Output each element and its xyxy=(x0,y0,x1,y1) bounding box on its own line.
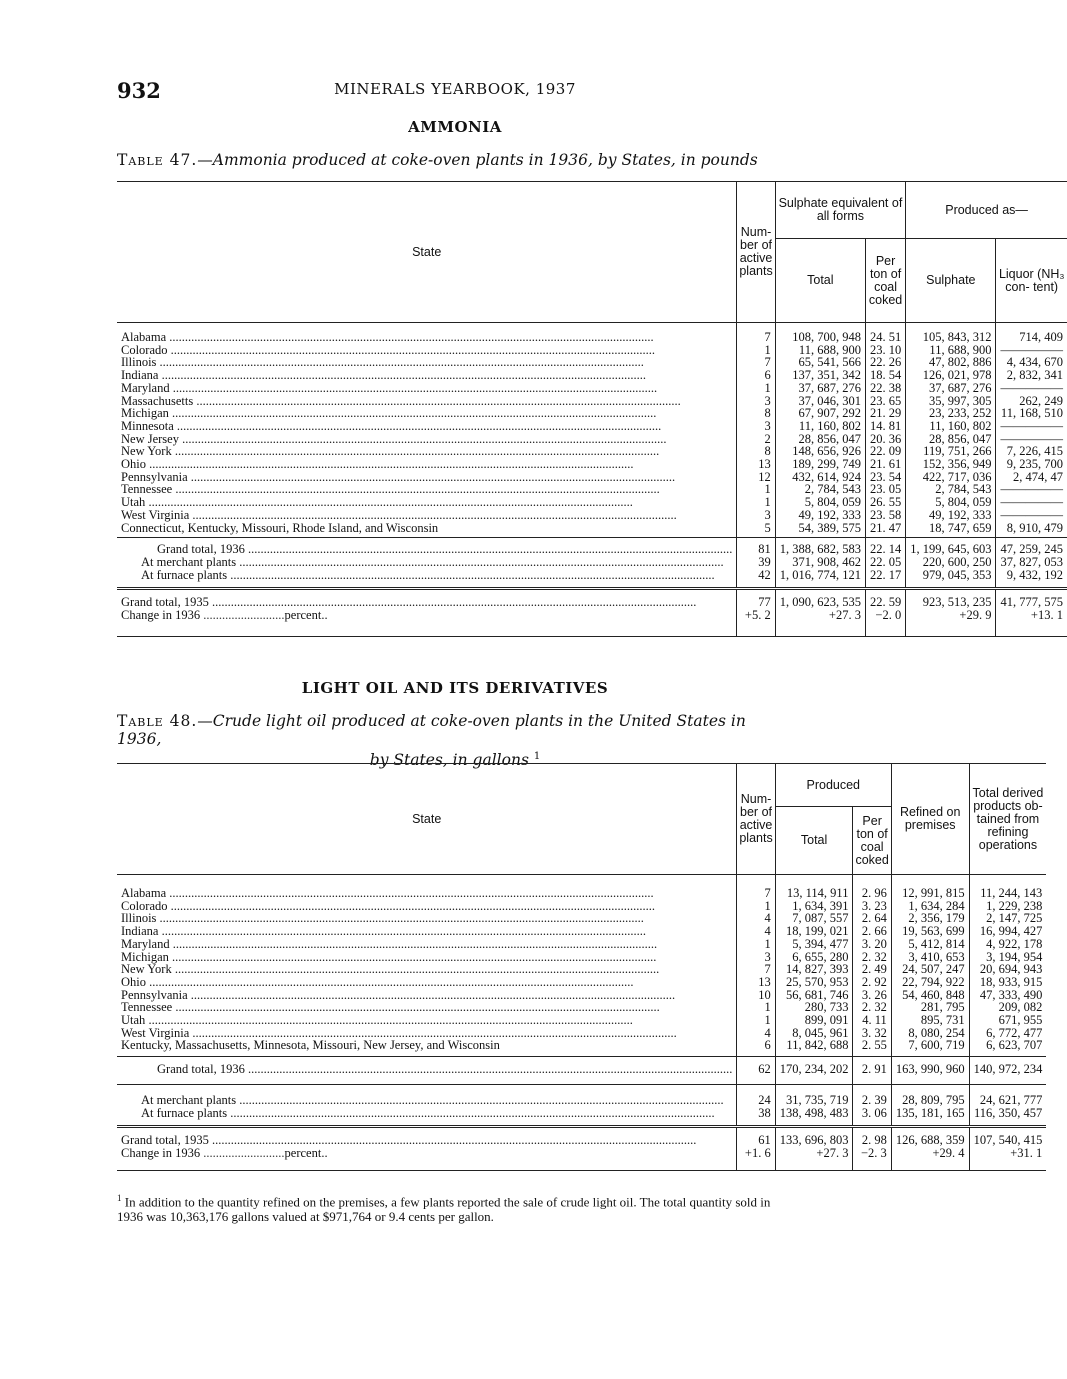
col-header-total: Total xyxy=(775,239,865,323)
footnote xyxy=(117,1191,793,1224)
col-header-state: State xyxy=(117,764,737,875)
footnote-text: In addition to the quantity refined on the premises, a few plants reported the sale of crude light oil. The total quantity sold in 1936 was 10,363,176 gallons valued at $971,764 or 9.4 cents per gallon. xyxy=(117,1194,771,1225)
page-number: 932 xyxy=(117,78,161,103)
table-47-caption xyxy=(117,151,793,169)
section-title-ammonia: AMMONIA xyxy=(408,118,502,136)
col-header-produced-as: Produced as— xyxy=(906,182,1067,239)
table-48-title-line2: by States, in gallons xyxy=(369,751,529,770)
table-47-title: —Ammonia produced at coke-oven plants in 1936, by States, in pounds xyxy=(197,151,758,169)
table-47-label: Table 47. xyxy=(117,151,198,169)
section-title-light-oil: LIGHT OIL AND ITS DERIVATIVES xyxy=(301,679,609,697)
table-row: New York ..... 7 14, 827, 393 2. 49 24, 507, 247 20, 694, 943 xyxy=(117,963,1046,976)
table-row-merchant: At merchant plants ..... 24 31, 735, 719 2. 39 28, 809, 795 24, 621, 777 xyxy=(117,1084,1046,1106)
table-row: Michigan ..... 8 67, 907, 292 21. 29 23, 233, 252 11, 168, 510 xyxy=(117,407,1067,420)
col-header-produced: Produced xyxy=(775,764,891,807)
col-header-plants: Num- ber of active plants xyxy=(737,182,775,323)
col-header-per-ton: Per ton of coal coked xyxy=(865,239,905,323)
col-header-refined: Refined on premises xyxy=(891,764,969,875)
col-header-per-ton: Per ton of coal coked xyxy=(853,807,891,875)
table-row: Tennessee ..... 1 280, 733 2. 32 281, 795 209, 082 xyxy=(117,1001,1046,1014)
table-row-other-states: Connecticut, Kentucky, Missouri, Rhode Island, and Wisconsin 5 54, 389, 575 21. 47 18, 747, 659 8, 910, 479 xyxy=(117,522,1067,538)
table-row-grand-total-1936: Grand total, 1936 ..... 81 1, 388, 682, 583 22. 14 1, 199, 645, 603 47, 259, 245 xyxy=(117,538,1067,556)
table-row-other-states: Kentucky, Massachusetts, Minnesota, Missouri, New Jersey, and Wisconsin 6 11, 842, 688 2. 55 7, 600, 719 6, 623, 707 xyxy=(117,1039,1046,1056)
table-row-grand-total-1935: Grand total, 1935 ..... 61 133, 696, 803 2. 98 126, 688, 359 107, 540, 415 xyxy=(117,1127,1046,1147)
table-row: Alabama ..... 7 13, 114, 911 2. 96 12, 991, 815 11, 244, 143 xyxy=(117,887,1046,900)
col-header-state: State xyxy=(117,182,737,323)
table-row: Tennessee ..... 1 2, 784, 543 23. 05 2, 784, 543 ————— xyxy=(117,483,1067,496)
table-row: Minnesota ..... 3 11, 160, 802 14. 81 11, 160, 802 ————— xyxy=(117,420,1067,433)
col-header-liquor: Liquor (NH₃ con- tent) xyxy=(996,239,1067,323)
table-row-furnace: At furnace plants ..... 42 1, 016, 774, 121 22. 17 979, 045, 353 9, 432, 192 xyxy=(117,569,1067,589)
table-row: Illinois ..... 4 7, 087, 557 2. 64 2, 356, 179 2, 147, 725 xyxy=(117,912,1046,925)
table-row: Colorado ..... 1 1, 634, 391 3. 23 1, 634, 284 1, 229, 238 xyxy=(117,900,1046,913)
running-title: MINERALS YEARBOOK, 1937 xyxy=(334,80,576,98)
table-row: Indiana ..... 4 18, 199, 021 2. 66 19, 563, 699 16, 994, 427 xyxy=(117,925,1046,938)
footnote-mark: 1 xyxy=(117,1193,122,1203)
table-row-change: Change in 1936 ..........................percent.. +5. 2 +27. 3 −2. 0 +29. 9 +13. 1 xyxy=(117,609,1067,636)
table-row: Pennsylvania ..... 12 432, 614, 924 23. 54 422, 717, 036 2, 474, 47 xyxy=(117,471,1067,484)
table-row: Utah ..... 1 5, 804, 059 26. 55 5, 804, 059 ————— xyxy=(117,496,1067,509)
page-header xyxy=(117,78,793,106)
table-row: Utah ..... 1 899, 091 4. 11 895, 731 671, 955 xyxy=(117,1014,1046,1027)
table-47 xyxy=(117,181,1067,637)
table-row: Pennsylvania ..... 10 56, 681, 746 3. 26 54, 460, 848 47, 333, 490 xyxy=(117,989,1046,1002)
table-row-furnace: At furnace plants ..... 38 138, 498, 483 3. 06 135, 181, 165 116, 350, 457 xyxy=(117,1107,1046,1127)
footnote-reference: 1 xyxy=(533,751,541,762)
table-row: Indiana ..... 6 137, 351, 342 18. 54 126, 021, 978 2, 832, 341 xyxy=(117,369,1067,382)
table-row: Massachusetts ..... 3 37, 046, 301 23. 65 35, 997, 305 262, 249 xyxy=(117,395,1067,408)
table-row-merchant: At merchant plants ..... 39 371, 908, 462 22. 05 220, 600, 250 37, 827, 053 xyxy=(117,556,1067,569)
table-row: Michigan ..... 3 6, 655, 280 2. 32 3, 410, 653 3, 194, 954 xyxy=(117,951,1046,964)
col-header-sulphate-equivalent: Sulphate equivalent of all forms xyxy=(775,182,906,239)
table-48-label: Table 48. xyxy=(117,712,198,730)
table-48-caption xyxy=(117,712,793,769)
col-header-total: Total xyxy=(775,807,853,875)
table-row: Alabama ..... 7 108, 700, 948 24. 51 105, 843, 312 714, 409 xyxy=(117,331,1067,344)
col-header-derived: Total derived products ob- tained from refining operations xyxy=(969,764,1046,875)
table-row-grand-total-1936: Grand total, 1936 ..... 62 170, 234, 202 2. 91 163, 990, 960 140, 972, 234 xyxy=(117,1057,1046,1085)
table-row: Ohio ..... 13 25, 570, 953 2. 92 22, 794, 922 18, 933, 915 xyxy=(117,976,1046,989)
table-row: New York ..... 8 148, 656, 926 22. 09 119, 751, 266 7, 226, 415 xyxy=(117,445,1067,458)
table-row: Maryland ..... 1 5, 394, 477 3. 20 5, 412, 814 4, 922, 178 xyxy=(117,938,1046,951)
table-row: West Virginia ..... 3 49, 192, 333 23. 58 49, 192, 333 ————— xyxy=(117,509,1067,522)
table-row: Ohio ..... 13 189, 299, 749 21. 61 152, 356, 949 9, 235, 700 xyxy=(117,458,1067,471)
table-row: New Jersey ..... 2 28, 856, 047 20. 36 28, 856, 047 ————— xyxy=(117,433,1067,446)
table-row: Colorado ..... 1 11, 688, 900 23. 10 11, 688, 900 ————— xyxy=(117,344,1067,357)
table-row-change: Change in 1936 ..........................percent.. +1. 6 +27. 3 −2. 3 +29. 4 +31. 1 xyxy=(117,1147,1046,1170)
col-header-plants: Num- ber of active plants xyxy=(737,764,775,875)
table-48-title: —Crude light oil produced at coke-oven plants in the United States in 1936, xyxy=(117,712,746,748)
table-row: Illinois ..... 7 65, 541, 566 22. 26 47, 802, 886 4, 434, 670 xyxy=(117,356,1067,369)
col-header-sulphate: Sulphate xyxy=(906,239,996,323)
table-48 xyxy=(117,763,1046,1171)
table-row: Maryland ..... 1 37, 687, 276 22. 38 37, 687, 276 ————— xyxy=(117,382,1067,395)
table-row-grand-total-1935: Grand total, 1935 ..... 77 1, 090, 623, 535 22. 59 923, 513, 235 41, 777, 575 xyxy=(117,589,1067,609)
table-row: West Virginia ..... 4 8, 045, 961 3. 32 8, 080, 254 6, 772, 477 xyxy=(117,1027,1046,1040)
